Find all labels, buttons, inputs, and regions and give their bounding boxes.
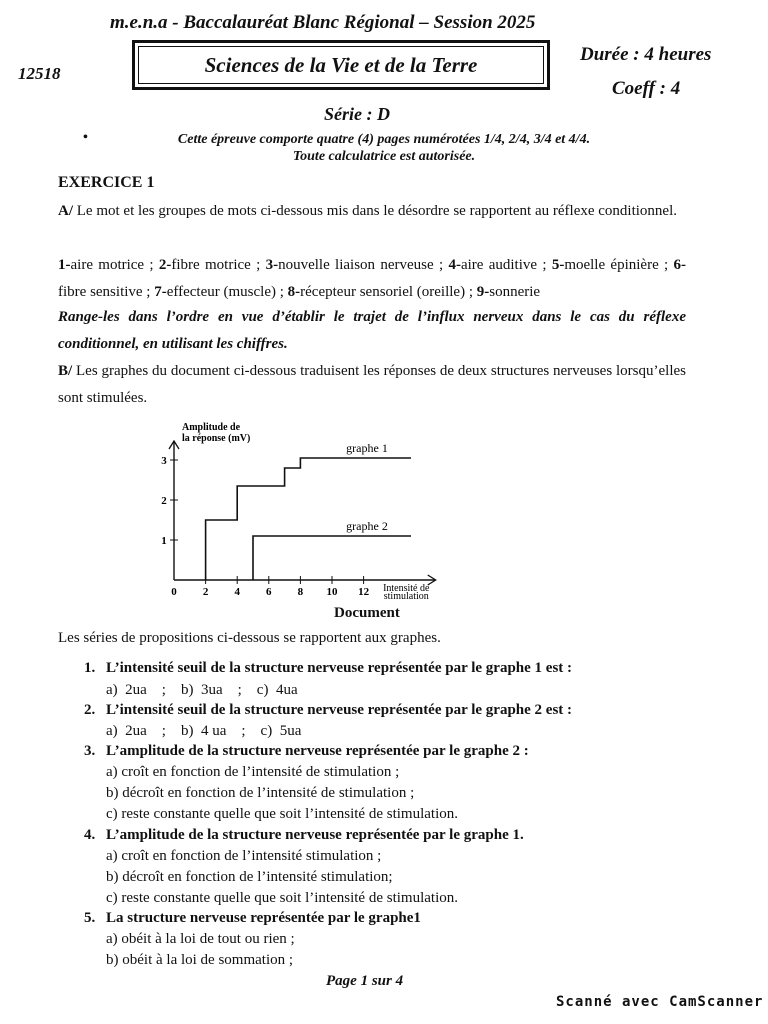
y-tick-label: 1 — [161, 535, 167, 547]
item-text: nouvelle liaison nerveuse ; — [278, 257, 449, 273]
question-num: 4. — [84, 827, 96, 843]
x-tick-label: 2 — [202, 586, 209, 598]
question-3-option-a: a) croît en fonction de l’intensité de stimulation ; — [106, 764, 400, 780]
item-text: récepteur sensoriel (oreille) ; — [300, 284, 477, 300]
question-num: 3. — [84, 743, 96, 759]
question-3 — [84, 743, 529, 760]
item-num: 2- — [158, 257, 172, 273]
question-num: 2. — [84, 702, 96, 718]
bullet-icon: • — [83, 130, 88, 145]
coefficient: Coeff : 4 — [612, 78, 681, 99]
question-3-option-b: b) décroît en fonction de l’intensité de stimulation ; — [106, 785, 415, 801]
x-tick-label: 4 — [234, 586, 240, 598]
item-text: fibre motrice ; — [171, 257, 266, 273]
part-b-text — [58, 358, 686, 412]
series-label-2: graphe 2 — [346, 519, 388, 533]
item-num: 3- — [265, 257, 279, 273]
part-b-intro: Les graphes du document ci-dessous traduisent les réponses de deux structures nerveuses lorsqu’elles sont stimulées. — [58, 363, 686, 406]
question-text: L’amplitude de la structure nerveuse représentée par le graphe 2 : — [106, 743, 529, 759]
y-tick-label: 2 — [161, 495, 167, 507]
x-axis-label-line-1: Intensité de — [383, 583, 430, 594]
item-num: 5- — [551, 257, 565, 273]
y-axis-label-line-1: Amplitude de — [182, 422, 241, 433]
question-5-option-b: b) obéit à la loi de sommation ; — [106, 952, 294, 968]
item-text: effecteur (muscle) ; — [166, 284, 288, 300]
question-4 — [84, 827, 524, 844]
question-text: La structure nerveuse représentée par le graphe1 — [106, 910, 421, 926]
question-4-option-c: c) reste constante quelle que soit l’intensité de stimulation. — [106, 890, 458, 906]
item-num: 4- — [448, 257, 461, 273]
part-b-label: B/ — [58, 363, 73, 379]
part-a-items — [58, 252, 686, 306]
question-4-option-a: a) croît en fonction de l’intensité stimulation ; — [106, 848, 382, 864]
exam-code: 12518 — [18, 64, 61, 83]
y-tick-label: 3 — [161, 455, 167, 467]
info-line-1: Cette épreuve comporte quatre (4) pages numérotées 1/4, 2/4, 3/4 et 4/4. — [177, 132, 591, 147]
question-text: L’amplitude de la structure nerveuse représentée par le graphe 1. — [106, 827, 524, 843]
part-a-intro: Le mot et les groupes de mots ci-dessous mis dans le désordre se rapportent au réflexe conditionnel. — [73, 203, 677, 219]
item-num: 1- — [58, 257, 71, 273]
part-a-instruction — [58, 304, 686, 358]
question-3-option-c: c) reste constante quelle que soit l’intensité de stimulation. — [106, 806, 458, 822]
instruction-text: Range-les dans l’ordre en vue d’établir le trajet de l’influx nerveux dans le cas du réflexe conditionnel, en utilisant les chiffres. — [58, 309, 686, 352]
x-tick-label: 12 — [358, 586, 370, 598]
item-num: 8- — [287, 284, 301, 300]
page-number: Page 1 sur 4 — [326, 973, 404, 989]
response-chart — [150, 418, 470, 604]
question-5 — [84, 910, 421, 927]
item-num: 7- — [154, 284, 167, 300]
question-2 — [84, 702, 572, 719]
question-4-option-b: b) décroît en fonction de l’intensité stimulation; — [106, 869, 393, 885]
series-intro: Les séries de propositions ci-dessous se rapportent aux graphes. — [58, 630, 441, 646]
info-line-2: Toute calculatrice est autorisée. — [292, 149, 476, 164]
x-tick-label: 8 — [297, 586, 304, 598]
exam-header: m.e.n.a - Baccalauréat Blanc Régional – Session 2025 — [110, 12, 536, 33]
subject-title: Sciences de la Vie et de la Terre — [138, 46, 544, 84]
item-text: fibre sensitive ; — [58, 284, 155, 300]
subject-box — [132, 40, 550, 90]
question-2-options: a) 2ua ; b) 4 ua ; c) 5ua — [106, 723, 302, 739]
question-text: L’intensité seuil de la structure nerveuse représentée par le graphe 1 est : — [106, 660, 573, 676]
item-num: 9- — [476, 284, 490, 300]
question-1-options: a) 2ua ; b) 3ua ; c) 4ua — [106, 682, 298, 698]
question-text: L’intensité seuil de la structure nerveuse représentée par le graphe 2 est : — [106, 702, 573, 718]
serie-label: Série : D — [324, 104, 390, 124]
question-num: 1. — [84, 660, 96, 676]
document-caption: Document — [334, 605, 400, 621]
question-num: 5. — [84, 910, 96, 926]
series-label-1: graphe 1 — [346, 441, 388, 455]
item-text: sonnerie — [489, 284, 541, 300]
x-tick-label: 10 — [326, 586, 338, 598]
part-a-label: A/ — [58, 203, 73, 219]
exercise-title: EXERCICE 1 — [58, 174, 155, 191]
item-text: aire motrice ; — [70, 257, 159, 273]
scanner-watermark: Scanné avec CamScanner — [556, 994, 764, 1010]
x-tick-label: 0 — [171, 586, 177, 598]
duration: Durée : 4 heures — [580, 44, 712, 65]
item-num: 6- — [673, 257, 687, 273]
item-text: aire auditive ; — [460, 257, 552, 273]
question-1 — [84, 660, 572, 677]
item-text: moelle épinière ; — [564, 257, 674, 273]
y-axis-label-line-2: la réponse (mV) — [182, 433, 251, 444]
x-axis-label-line-2: stimulation — [383, 591, 429, 602]
part-a-text — [58, 198, 686, 225]
question-5-option-a: a) obéit à la loi de tout ou rien ; — [106, 931, 295, 947]
x-tick-label: 6 — [266, 586, 272, 598]
series-line-2 — [253, 536, 411, 580]
